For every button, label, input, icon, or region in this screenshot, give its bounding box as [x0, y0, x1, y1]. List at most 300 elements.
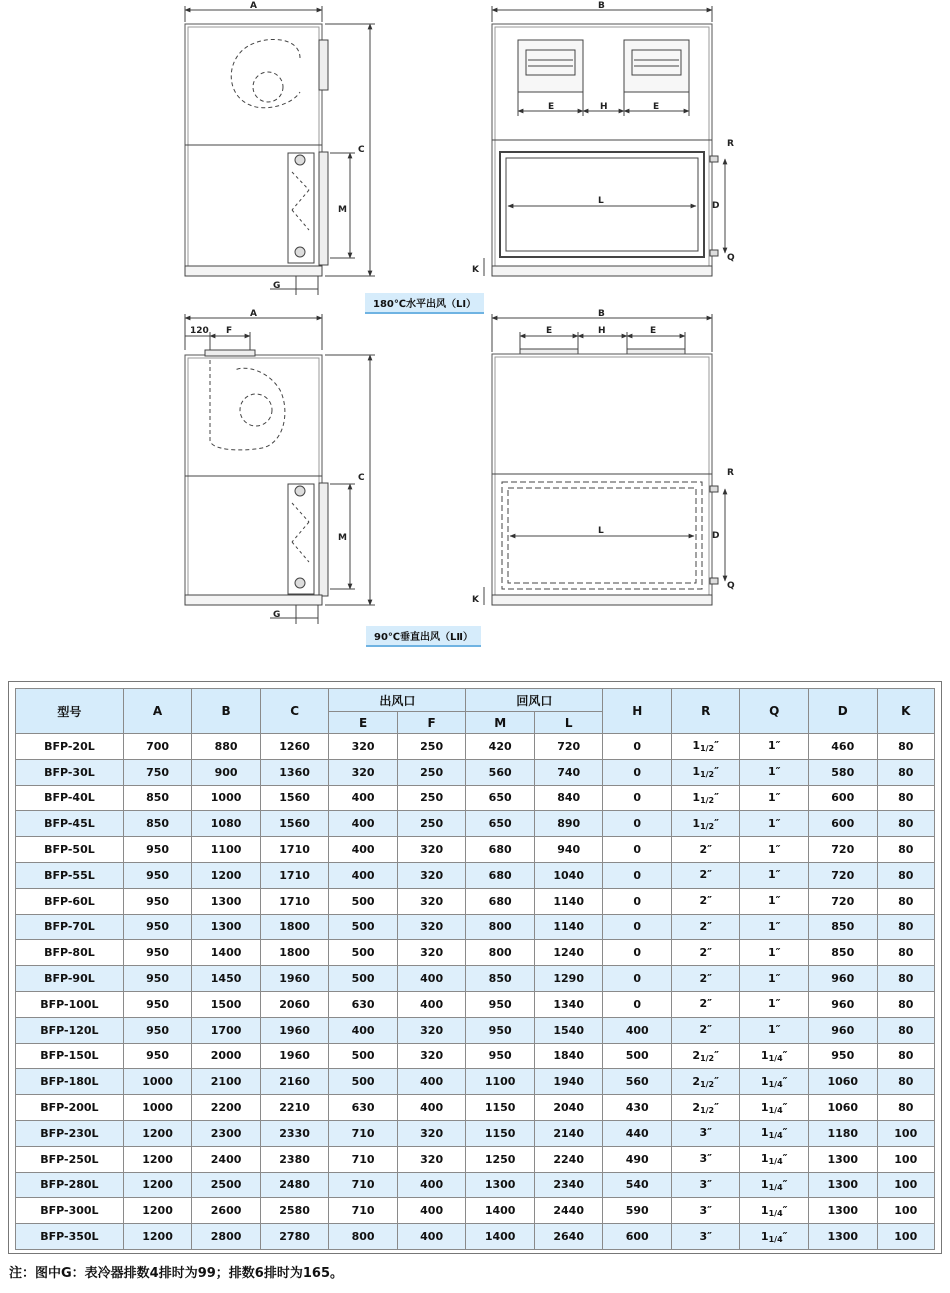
- cell-b: 2100: [192, 1069, 261, 1095]
- cell-m: 850: [466, 966, 535, 992]
- cell-q-fraction: 1/4: [768, 1234, 783, 1244]
- dim-c-label: C: [358, 145, 365, 155]
- cell-b: 2500: [192, 1172, 261, 1198]
- cell-r-inch-mark: ″: [707, 997, 713, 1011]
- dim-e-right-label: E: [650, 326, 657, 336]
- header-e: E: [329, 712, 398, 734]
- cell-r-inch-mark: ″: [714, 739, 720, 753]
- cell-l: 840: [534, 785, 603, 811]
- cell-h: 560: [603, 1069, 672, 1095]
- table-row: [16, 888, 935, 914]
- cell-q: [740, 940, 809, 966]
- cell-l: 2040: [534, 1095, 603, 1121]
- cell-r-inch-mark: ″: [714, 765, 720, 779]
- cell-r-main: 3: [699, 1126, 708, 1140]
- cell-a: 1200: [123, 1224, 192, 1250]
- dim-l-label: L: [598, 196, 604, 206]
- cell-e: 630: [329, 1095, 398, 1121]
- cell-h: 430: [603, 1095, 672, 1121]
- cell-l: 1940: [534, 1069, 603, 1095]
- cell-r-main: 1: [692, 765, 701, 779]
- cell-c: 1560: [260, 811, 329, 837]
- cell-r-fraction: 1/2: [700, 821, 715, 831]
- cell-b: 2600: [192, 1198, 261, 1224]
- cell-r-main: 3: [699, 1152, 708, 1166]
- cell-r-inch-mark: ″: [714, 1048, 720, 1062]
- dim-q-label: Q: [727, 581, 735, 591]
- cell-q-inch-mark: ″: [782, 1152, 788, 1166]
- cell-e: 630: [329, 991, 398, 1017]
- cell-a: 950: [123, 888, 192, 914]
- cell-k: 80: [877, 1043, 934, 1069]
- header-f: F: [397, 712, 466, 734]
- table-row: [16, 1146, 935, 1172]
- cell-q-fraction: 1/4: [768, 1208, 783, 1218]
- cell-r: [671, 914, 740, 940]
- cell-c: 1960: [260, 966, 329, 992]
- cell-r-fraction: 1/2: [700, 795, 715, 805]
- cell-q-inch-mark: ″: [775, 816, 781, 830]
- cell-h: 0: [603, 759, 672, 785]
- table-row: [16, 759, 935, 785]
- cell-e: 710: [329, 1120, 398, 1146]
- cell-k: 80: [877, 785, 934, 811]
- cell-m: 1150: [466, 1095, 535, 1121]
- dim-b-label: B: [598, 309, 605, 319]
- spec-table-frame: [8, 681, 942, 1254]
- cell-c: 2330: [260, 1120, 329, 1146]
- cell-q-inch-mark: ″: [775, 945, 781, 959]
- cell-a: 1000: [123, 1095, 192, 1121]
- cell-d: 720: [809, 862, 878, 888]
- cell-d: 1060: [809, 1069, 878, 1095]
- cell-e: 500: [329, 1043, 398, 1069]
- header-b: B: [192, 689, 261, 734]
- cell-r-inch-mark: ″: [707, 971, 713, 985]
- cell-q-fraction: 1/4: [768, 1079, 783, 1089]
- cell-r: [671, 1146, 740, 1172]
- cell-model: BFP-60L: [16, 888, 124, 914]
- cell-b: 1300: [192, 914, 261, 940]
- dim-k-label: K: [472, 265, 479, 275]
- cell-r: [671, 837, 740, 863]
- cell-q-inch-mark: ″: [782, 1177, 788, 1191]
- cell-l: 890: [534, 811, 603, 837]
- cell-q: [740, 1095, 809, 1121]
- cell-q-inch-mark: ″: [775, 971, 781, 985]
- cell-d: 960: [809, 991, 878, 1017]
- cell-m: 680: [466, 862, 535, 888]
- cell-q-fraction: 1/4: [768, 1131, 783, 1141]
- cell-m: 950: [466, 1017, 535, 1043]
- cell-e: 500: [329, 1069, 398, 1095]
- cell-a: 950: [123, 940, 192, 966]
- cell-d: 950: [809, 1043, 878, 1069]
- cell-q-fraction: 1/4: [768, 1157, 783, 1167]
- cell-m: 420: [466, 734, 535, 760]
- cell-q: [740, 862, 809, 888]
- cell-q: [740, 1017, 809, 1043]
- cell-q-inch-mark: ″: [775, 790, 781, 804]
- cell-r-fraction: 1/2: [700, 1053, 715, 1063]
- dim-k-label: K: [472, 595, 479, 605]
- table-row: [16, 991, 935, 1017]
- cell-q: [740, 734, 809, 760]
- cell-r-inch-mark: ″: [707, 1126, 713, 1140]
- cell-a: 950: [123, 1017, 192, 1043]
- cell-r-main: 2: [699, 842, 708, 856]
- cell-q-main: 1: [760, 1048, 769, 1062]
- header-outlet-group: 出风口: [329, 689, 466, 712]
- dim-e-left-label: E: [548, 102, 555, 112]
- cell-r-main: 2: [699, 919, 708, 933]
- cell-r: [671, 811, 740, 837]
- cell-k: 80: [877, 940, 934, 966]
- cell-d: 960: [809, 966, 878, 992]
- cell-r-main: 2: [699, 997, 708, 1011]
- cell-e: 710: [329, 1146, 398, 1172]
- dim-m-label: M: [338, 533, 347, 543]
- cell-d: 1300: [809, 1224, 878, 1250]
- cell-d: 1300: [809, 1172, 878, 1198]
- cell-e: 500: [329, 888, 398, 914]
- cell-d: 1300: [809, 1146, 878, 1172]
- cell-c: 1800: [260, 940, 329, 966]
- cell-m: 560: [466, 759, 535, 785]
- cell-l: 740: [534, 759, 603, 785]
- cell-k: 80: [877, 888, 934, 914]
- cell-m: 950: [466, 991, 535, 1017]
- cell-a: 950: [123, 914, 192, 940]
- cell-q-inch-mark: ″: [775, 868, 781, 882]
- dim-f-label: F: [226, 326, 233, 336]
- cell-e: 500: [329, 914, 398, 940]
- spec-table: [15, 688, 935, 1250]
- cell-c: 1710: [260, 862, 329, 888]
- table-row: [16, 1069, 935, 1095]
- cell-q: [740, 759, 809, 785]
- cell-h: 540: [603, 1172, 672, 1198]
- cell-q-main: 1: [767, 919, 776, 933]
- header-r: R: [671, 689, 740, 734]
- cell-r: [671, 1017, 740, 1043]
- cell-r: [671, 1095, 740, 1121]
- cell-c: 1960: [260, 1043, 329, 1069]
- cell-h: 0: [603, 991, 672, 1017]
- cell-q: [740, 811, 809, 837]
- cell-l: 1840: [534, 1043, 603, 1069]
- cell-r: [671, 940, 740, 966]
- cell-b: 1200: [192, 862, 261, 888]
- cell-e: 500: [329, 966, 398, 992]
- cell-r: [671, 1043, 740, 1069]
- cell-q-fraction: 1/4: [768, 1105, 783, 1115]
- cell-k: 80: [877, 811, 934, 837]
- cell-r: [671, 1198, 740, 1224]
- cell-q-inch-mark: ″: [775, 842, 781, 856]
- cell-r-main: 3: [699, 1203, 708, 1217]
- cell-c: 1710: [260, 837, 329, 863]
- cell-m: 650: [466, 785, 535, 811]
- cell-k: 80: [877, 1095, 934, 1121]
- cell-r-inch-mark: ″: [714, 1100, 720, 1114]
- cell-b: 1450: [192, 966, 261, 992]
- cell-r: [671, 785, 740, 811]
- cell-h: 0: [603, 837, 672, 863]
- cell-q-main: 1: [767, 945, 776, 959]
- cell-f: 320: [397, 888, 466, 914]
- cell-model: BFP-90L: [16, 966, 124, 992]
- cell-k: 80: [877, 862, 934, 888]
- dim-b-label: B: [598, 1, 605, 11]
- cell-m: 650: [466, 811, 535, 837]
- cell-a: 1200: [123, 1146, 192, 1172]
- cell-k: 100: [877, 1198, 934, 1224]
- cell-a: 850: [123, 785, 192, 811]
- cell-e: 400: [329, 785, 398, 811]
- cell-q: [740, 1069, 809, 1095]
- cell-model: BFP-50L: [16, 837, 124, 863]
- cell-c: 2060: [260, 991, 329, 1017]
- cell-k: 100: [877, 1172, 934, 1198]
- cell-c: 2780: [260, 1224, 329, 1250]
- cell-k: 80: [877, 1017, 934, 1043]
- table-row: [16, 1172, 935, 1198]
- dim-r-label: R: [727, 139, 734, 149]
- table-row: [16, 1043, 935, 1069]
- cell-q: [740, 1224, 809, 1250]
- table-row: [16, 837, 935, 863]
- cell-model: BFP-55L: [16, 862, 124, 888]
- cell-model: BFP-100L: [16, 991, 124, 1017]
- dim-e-right-label: E: [653, 102, 660, 112]
- cell-model: BFP-30L: [16, 759, 124, 785]
- cell-c: 1560: [260, 785, 329, 811]
- cell-a: 950: [123, 966, 192, 992]
- header-d: D: [809, 689, 878, 734]
- cell-r-main: 2: [692, 1100, 701, 1114]
- cell-r-main: 2: [699, 894, 708, 908]
- cell-c: 2480: [260, 1172, 329, 1198]
- dim-d-label: D: [712, 531, 720, 541]
- cell-r-main: 2: [699, 945, 708, 959]
- cell-q-inch-mark: ″: [775, 919, 781, 933]
- cell-c: 2580: [260, 1198, 329, 1224]
- caption-horizontal-outlet: 180℃水平出风（LⅠ）: [365, 293, 484, 314]
- table-row: [16, 1198, 935, 1224]
- cell-m: 950: [466, 1043, 535, 1069]
- cell-d: 580: [809, 759, 878, 785]
- cell-l: 2340: [534, 1172, 603, 1198]
- cell-l: 1140: [534, 888, 603, 914]
- cell-a: 750: [123, 759, 192, 785]
- cell-d: 460: [809, 734, 878, 760]
- cell-e: 710: [329, 1198, 398, 1224]
- cell-b: 880: [192, 734, 261, 760]
- cell-f: 400: [397, 991, 466, 1017]
- cell-q: [740, 785, 809, 811]
- cell-h: 440: [603, 1120, 672, 1146]
- cell-model: BFP-180L: [16, 1069, 124, 1095]
- dim-m-label: M: [338, 205, 347, 215]
- cell-q-main: 1: [767, 894, 776, 908]
- cell-h: 0: [603, 862, 672, 888]
- table-row: [16, 1095, 935, 1121]
- cell-l: 2440: [534, 1198, 603, 1224]
- cell-d: 850: [809, 940, 878, 966]
- cell-h: 400: [603, 1017, 672, 1043]
- header-l: L: [534, 712, 603, 734]
- cell-r-inch-mark: ″: [707, 1177, 713, 1191]
- cell-r-main: 2: [699, 1023, 708, 1037]
- cell-f: 400: [397, 1172, 466, 1198]
- cell-l: 1540: [534, 1017, 603, 1043]
- cell-r-inch-mark: ″: [707, 1023, 713, 1037]
- cell-r-main: 1: [692, 739, 701, 753]
- cell-e: 400: [329, 1017, 398, 1043]
- cell-r-fraction: 1/2: [700, 744, 715, 754]
- cell-f: 320: [397, 940, 466, 966]
- dim-q-label: Q: [727, 253, 735, 263]
- cell-q-main: 1: [760, 1229, 769, 1243]
- dim-e-left-label: E: [546, 326, 553, 336]
- cell-h: 490: [603, 1146, 672, 1172]
- cell-q-main: 1: [760, 1177, 769, 1191]
- cell-r-main: 3: [699, 1229, 708, 1243]
- table-row: [16, 1224, 935, 1250]
- table-row: [16, 940, 935, 966]
- cell-model: BFP-20L: [16, 734, 124, 760]
- cell-k: 100: [877, 1224, 934, 1250]
- cell-q: [740, 1172, 809, 1198]
- cell-l: 940: [534, 837, 603, 863]
- cell-e: 800: [329, 1224, 398, 1250]
- cell-m: 1150: [466, 1120, 535, 1146]
- cell-h: 0: [603, 966, 672, 992]
- cell-c: 1710: [260, 888, 329, 914]
- cell-a: 950: [123, 862, 192, 888]
- cell-f: 400: [397, 966, 466, 992]
- dim-d-label: D: [712, 201, 720, 211]
- cell-q-fraction: 1/4: [768, 1053, 783, 1063]
- cell-model: BFP-70L: [16, 914, 124, 940]
- cell-r-main: 3: [699, 1177, 708, 1191]
- cell-r-inch-mark: ″: [714, 816, 720, 830]
- dim-g-label: G: [273, 610, 281, 620]
- cell-r-fraction: 1/2: [700, 1105, 715, 1115]
- cell-h: 0: [603, 811, 672, 837]
- cell-r-inch-mark: ″: [707, 868, 713, 882]
- cell-f: 250: [397, 759, 466, 785]
- cell-b: 2400: [192, 1146, 261, 1172]
- cell-model: BFP-40L: [16, 785, 124, 811]
- header-return-group: 回风口: [466, 689, 603, 712]
- cell-r-inch-mark: ″: [707, 1152, 713, 1166]
- cell-r: [671, 862, 740, 888]
- cell-r-main: 1: [692, 790, 701, 804]
- cell-q-main: 1: [767, 868, 776, 882]
- cell-a: 1200: [123, 1120, 192, 1146]
- cell-r: [671, 1224, 740, 1250]
- side-view-horizontal: [185, 6, 375, 295]
- cell-d: 600: [809, 785, 878, 811]
- cell-k: 80: [877, 734, 934, 760]
- cell-q-main: 1: [760, 1074, 769, 1088]
- cell-e: 400: [329, 837, 398, 863]
- cell-l: 2140: [534, 1120, 603, 1146]
- header-h: H: [603, 689, 672, 734]
- cell-m: 1100: [466, 1069, 535, 1095]
- cell-h: 0: [603, 940, 672, 966]
- cell-r: [671, 966, 740, 992]
- cell-q-inch-mark: ″: [775, 1023, 781, 1037]
- cell-r-inch-mark: ″: [714, 790, 720, 804]
- cell-m: 800: [466, 940, 535, 966]
- front-view-vertical: [484, 314, 725, 605]
- cell-a: 950: [123, 1043, 192, 1069]
- cell-b: 1080: [192, 811, 261, 837]
- cell-r-inch-mark: ″: [707, 1203, 713, 1217]
- cell-q-inch-mark: ″: [782, 1203, 788, 1217]
- cell-f: 320: [397, 1120, 466, 1146]
- cell-q-inch-mark: ″: [775, 765, 781, 779]
- cell-m: 680: [466, 837, 535, 863]
- cell-r-fraction: 1/2: [700, 1079, 715, 1089]
- cell-a: 700: [123, 734, 192, 760]
- cell-b: 2000: [192, 1043, 261, 1069]
- cell-a: 850: [123, 811, 192, 837]
- cell-r-main: 1: [692, 816, 701, 830]
- cell-e: 400: [329, 811, 398, 837]
- cell-q-main: 1: [767, 765, 776, 779]
- cell-m: 800: [466, 914, 535, 940]
- cell-r-main: 2: [699, 971, 708, 985]
- cell-r-main: 2: [692, 1074, 701, 1088]
- cell-f: 320: [397, 1043, 466, 1069]
- cell-model: BFP-300L: [16, 1198, 124, 1224]
- caption-vertical-outlet: 90℃垂直出风（LⅡ）: [366, 626, 481, 647]
- cell-k: 100: [877, 1146, 934, 1172]
- header-k: K: [877, 689, 934, 734]
- cell-f: 250: [397, 734, 466, 760]
- cell-model: BFP-150L: [16, 1043, 124, 1069]
- cell-e: 400: [329, 862, 398, 888]
- cell-q: [740, 837, 809, 863]
- cell-q-main: 1: [767, 816, 776, 830]
- cell-f: 400: [397, 1069, 466, 1095]
- cell-q-main: 1: [767, 739, 776, 753]
- cell-f: 320: [397, 1017, 466, 1043]
- dim-offset-label: 120: [190, 326, 209, 336]
- cell-a: 1000: [123, 1069, 192, 1095]
- cell-r-main: 2: [699, 868, 708, 882]
- cell-q-main: 1: [767, 790, 776, 804]
- cell-k: 80: [877, 1069, 934, 1095]
- cell-d: 720: [809, 888, 878, 914]
- cell-b: 1700: [192, 1017, 261, 1043]
- cell-model: BFP-200L: [16, 1095, 124, 1121]
- cell-r-inch-mark: ″: [707, 1229, 713, 1243]
- dim-h-label: H: [600, 102, 608, 112]
- cell-c: 2160: [260, 1069, 329, 1095]
- cell-model: BFP-350L: [16, 1224, 124, 1250]
- cell-k: 80: [877, 991, 934, 1017]
- footnote: 注：图中G：表冷器排数4排时为99；排数6排时为165。: [9, 1266, 343, 1281]
- cell-q-main: 1: [767, 971, 776, 985]
- cell-f: 320: [397, 914, 466, 940]
- cell-q-inch-mark: ″: [782, 1126, 788, 1140]
- cell-r-fraction: 1/2: [700, 770, 715, 780]
